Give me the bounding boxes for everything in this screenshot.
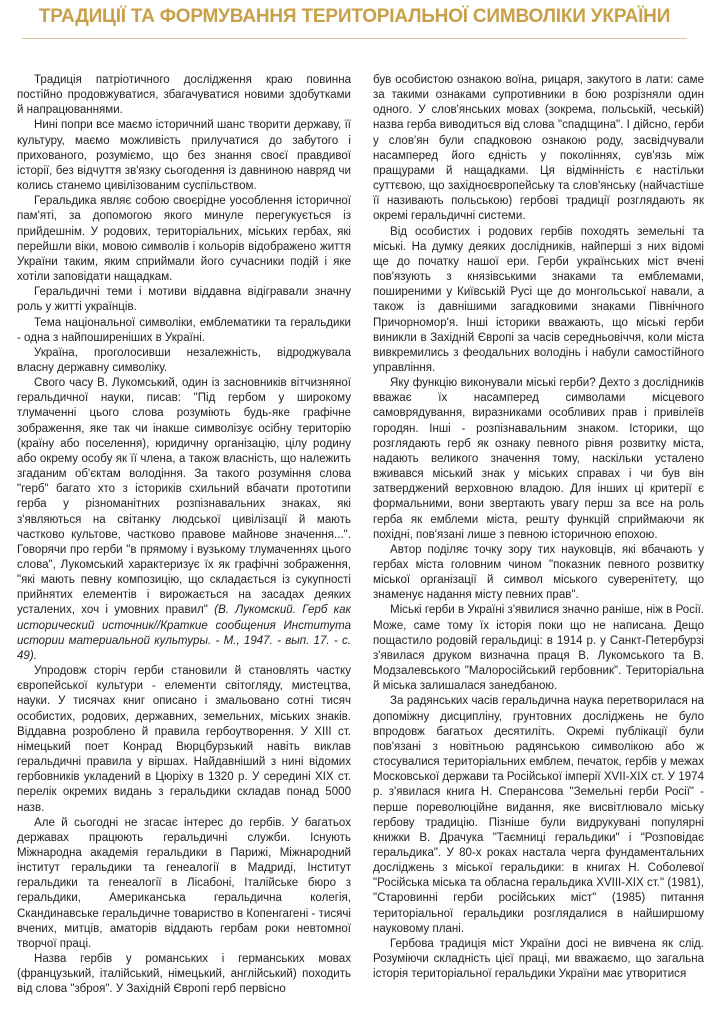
paragraph: Автор поділяє точку зору тих науковців, які вбачають у гербах міста головним чином "показник певного розвитку міської організації й символ міського суверенітету, що знаменує надання місту певних прав". <box>373 543 704 602</box>
paragraph: Міські герби в Україні з'явилися значно раніше, ніж в Росії. Може, саме тому їх історія поки що не написана. Дещо пощастило родовій геральдиці: в 1914 р. у Санкт-Петербурзі з'явилася друком визначна праця В. Лукомського та В. Модзалевського "Малоросійський гербовник". Територіальна й міська залишалася занедбаною. <box>373 604 704 693</box>
paragraph: Яку функцію виконували міські герби? Дехто з дослідників вважає їх насамперед символами місцевого самоврядування, виразниками особливих прав і привілеїв городян. Інші - розпізнавальним знаком. Історики, що розглядають герб як ознаку певного рівня розвитку міста, надають великого значення тому, наскільки усталено вживався міський знак у міських справах і чи був він затверджений верховною владою. Для інших ці критерії є формальними, вони звертають увагу перш за все на роль герба як емблеми міста, решту функцій сприймаючи як похідні, пов'язані лише з певною історичною епохою. <box>373 377 704 541</box>
paragraph: Упродовж сторіч герби становили й становлять частку європейської культури - елементи світогляду, мистецтва, науки. У тисячах книг описано і змальовано сотні тисяч особистих, родових, державних, земельних, міських знаків. Віддавна розроблено й правила гербоутворення. У XIII ст. німецький поет Конрад Вюрцбурзький навіть виклав геральдичні правила у віршах. Найдавніший з нині відомих гербовників укладений в Цюріху в 1320 р. У середині XIX ст. перелік окремих видань з геральдики складав понад 5000 назв. <box>17 665 351 814</box>
paragraph: Від особистих і родових гербів походять земельні та міські. На думку деяких дослідників, найперші з них відомі ще до початку нашої ери. Герби українських міст вчені пов'язують з князівськими знаками та емблемами, поширеними у Київській Русі ще до монгольської навали, а також із давнішими загадковими знаками Північного Причорномор'я. Інші історики вважають, що міські герби виникли в Західній Європі за часів середньовіччя, коли міста вивкремились з феодальних володінь і набули самостійного управління. <box>373 225 704 374</box>
paragraph: Традиція патріотичного дослідження краю повинна постійно продовжуватися, збагачуватися новими здобутками й напрацюваннями. <box>17 74 351 117</box>
paragraph-with-citation <box>17 376 351 664</box>
page-title: ТРАДИЦІЇ ТА ФОРМУВАННЯ ТЕРИТОРІАЛЬНОЇ СИМВОЛІКИ УКРАЇНИ <box>38 6 671 27</box>
left-column <box>17 73 351 998</box>
paragraph: За радянських часів геральдична наука перетворилася на допоміжну дисципліну, грунтовних досліджень не було впродовж багатьох десятиліть. Окремі публікації були пов'язані з новітньою радянською символікою або ж стосувалися територіальних емблем, печаток, гербів у межах Московської держави та Російської імперії XVII-XIX ст. У 1974 р. з'явилася книга Н. Сперансова "Земельні герби Росії" - перше пореволюційне видання, яке висвітлювало міську гербову традицію. Пізніше були видрукувані популярні книжки В. Драчука "Таємниці геральдики" і "Розповідає геральдика". У 80-х роках настала черга фундаментальних досліджень з міської геральдики: в книгах Н. Соболевої "Російська міська та обласна геральдика XVIII-XIX ст." (1981), "Старовинні герби російських міст" (1985) питання територіальної геральдики розглядалися в найширшому науковому плані. <box>373 695 704 935</box>
citation: (В. Лукомский. Герб как исторический источник//Краткие сообщения Института истории материальной культуры. - М., 1947. - вып. 17. - с. 49). <box>17 604 351 662</box>
paragraph: Гербова традиція міст України досі не вивчена як слід. Розуміючи складність цієї праці, ми вважаємо, що загальна історія територіальної геральдики України має утворитися <box>373 937 704 981</box>
paragraph: Тема національної символіки, емблематики та геральдики - одна з найпоширеніших в Україні. <box>17 316 351 344</box>
paragraph: Нині попри все маємо історичний шанс творити державу, її культуру, маємо можливість прилучатися до забутого і прихованого, розуміємо, що без знання своєї правдивої історії, без відчуття зв'язку сьогодення із давниною навряд чи колись станемо цивілізованим суспільством. <box>17 119 351 193</box>
paragraph: Геральдичні теми і мотиви віддавна відігравали значну роль у житті українців. <box>17 286 351 314</box>
right-column <box>373 73 704 982</box>
quote-text: Свого часу В. Лукомський, один із засновників вітчизняної геральдичної науки, писав: "Під гербом у широкому тлумаченні цього слова розуміють будь-яке графічне зображення, яке так чи інакше символізує осібну територію (країну або поселення), юридичну організацію, цілу родину або окрему особу як її члена, а також власність, що належить згаданим об'єктам володіння. За такого розуміння слова "герб" багато хто з істориків схильний вбачати прототипи герба у різноманітних розпізнавальних знаках, які з'являються на світанку людської цивілізації й мають частково культове, частково правове майнове значення...". Говорячи про герби "в прямому і вузькому тлумаченнях цього слова", Лукомський характеризує їх як графічні зображення, "які мають певну композицію, що складається із сукупності прийнятих елементів і вирожається на засадах деяких усталених, хоч і умовних правил" <box>17 377 351 617</box>
paragraph: Назва гербів у романських і германських мовах (французький, італійський, німецький, англійський) походить від слова "зброя". У Західній Європі герб первісно <box>17 953 351 996</box>
paragraph: Геральдика являє собою своєрідне уособлення історичної пам'яті, за допомогою якого минуле перегукується із прийдешнім. У родових, територіальних, міських гербах, які перейшли віки, мовою символів і кольорів відображено життя України таким, яким сприймали його сучасники подій і яке хотіли заповідати нащадкам. <box>17 195 351 284</box>
paragraph: Україна, проголосивши незалежність, відроджувала власну державну символіку. <box>17 346 351 374</box>
paragraph: був особистою ознакою воїна, рицаря, закутого в лати: саме за такими ознаками супротивники в бою розрізняли один одного. У слов'янських мовах (зокрема, польській, чеській) назва герба виводиться від слова "спадщина". І дійсно, герби у слов'ян були спадковою ознакою роду, засвідчували насамперед його єдність у поколіннях, сув'язь між пращурами й нащадками. Ця відмінність є настільки суттєвою, що західноєвропейську та слов'янську (найчастіше її називають польською) гербові традиції розглядають як окремі геральдичні системи. <box>373 74 704 223</box>
paragraph: Але й сьогодні не згасає інтерес до гербів. У багатьох державах працюють геральдичні служби. Існують Міжнародна академія геральдики в Парижі, Міжнародний інститут геральдики та генеалогії в Мадриді, Інститут геральдики та генеалогії в Лісабоні, Італійське бюро з геральдики, Американська геральдична колегія, Скандинавське геральдичне товариство в Копенгагені - тисячі вчених, митців, аматорів віддають гербам роки невтомної творчої праці. <box>17 816 351 950</box>
title-divider <box>22 38 687 39</box>
